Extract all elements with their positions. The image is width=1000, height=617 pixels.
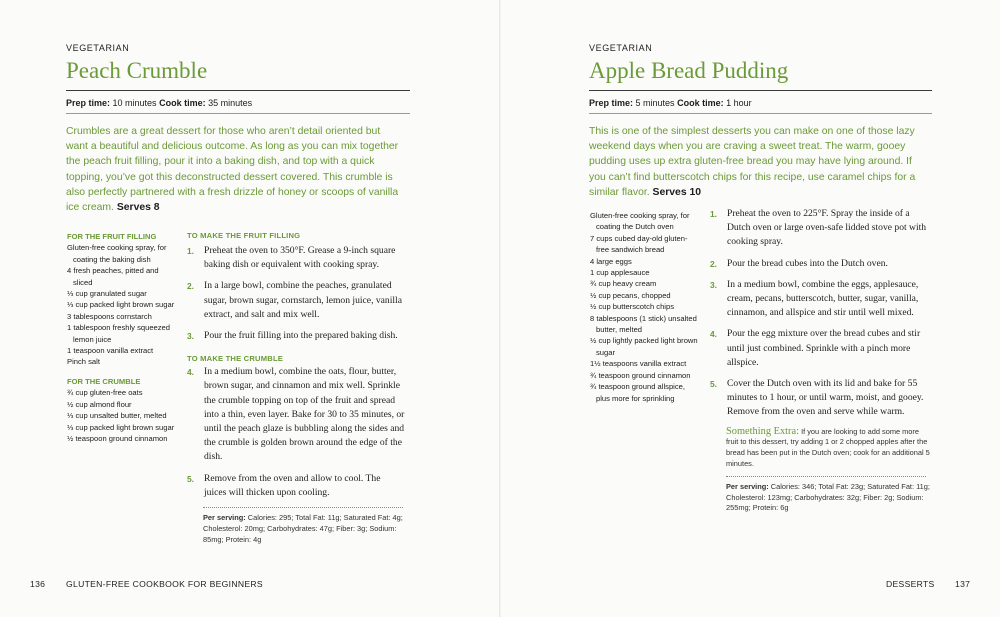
instruction-step (187, 279, 405, 322)
cook-label: Cook time: (159, 98, 206, 108)
ingredient-item: 1 tablespoon freshly squeezed lemon juice (67, 323, 171, 344)
right-page (589, 0, 1000, 617)
prep-value: 5 minutes (635, 98, 675, 108)
step-text: Remove from the oven and allow to cool. The juices will thicken upon cooling. (204, 472, 381, 498)
ingredient-item: ½ cup almond flour (67, 399, 132, 409)
ingredient-item: ¾ cup heavy cream (590, 279, 657, 289)
instruction-step (187, 365, 405, 464)
nutrition-values: Calories: 295; Total Fat: 11g; Saturated Fat: 4g; Cholesterol: 20mg; Carbohydrates: 47g; Fiber: 3g; Sodium: 85mg; Protein: 4g (203, 513, 403, 544)
step-text: Pour the fruit filling into the prepared baking dish. (204, 330, 398, 342)
category-label: VEGETARIAN (589, 43, 653, 53)
nutrition-divider (203, 507, 403, 508)
ingredient-item: ⅓ cup granulated sugar (67, 289, 147, 299)
ingredient-item: ½ cup pecans, chopped (590, 290, 671, 300)
recipe-times (66, 98, 252, 108)
step-number: 4. (187, 367, 194, 378)
step-number: 4. (710, 329, 717, 340)
prep-label: Prep time: (589, 98, 634, 108)
step-text: In a medium bowl, combine the eggs, applesauce, cream, pecans, butterscotch, butter, sugar, vanilla, cinnamon, and allspice and stir until well mixed. (727, 278, 919, 319)
ingredient-item: Gluten-free cooking spray, for coating the baking dish (67, 243, 167, 264)
ingredient-item: ½ teaspoon ground cinnamon (67, 433, 168, 443)
step-text: Preheat the oven to 350°F. Grease a 9-inch square baking dish or equivalent with cooking spray. (204, 245, 396, 271)
ingredient-item: 4 large eggs (590, 256, 632, 266)
nutrition-divider (726, 476, 926, 477)
ingredient-item: 8 tablespoons (1 stick) unsalted butter, melted (590, 313, 697, 335)
step-number: 2. (187, 281, 194, 292)
prep-value: 10 minutes (112, 98, 157, 108)
instruction-step (710, 278, 932, 321)
times-rule (66, 113, 410, 114)
ingredient-item: ⅓ cup packed light brown sugar (67, 300, 175, 310)
intro-text: Crumbles are a great dessert for those who aren’t detail oriented but want a beautiful and delicious outcome. As long as you can mix together the peach fruit filling, pour it into a baking dish, and top with a quick topping, you’ve got this deconstructed dessert covered. This crumble is also perfectly partnered with a fresh drizzle of honey or scoops of vanilla ice cream. (66, 126, 399, 214)
nutrition-info (203, 513, 409, 545)
step-text: Preheat the oven to 225°F. Spray the inside of a Dutch oven or large oven-safe lidded stove pot with cooking spray. (727, 208, 927, 248)
prep-label: Prep time: (66, 98, 111, 108)
instruction-step (187, 244, 405, 272)
cook-value: 35 minutes (208, 98, 253, 108)
step-number: 1. (187, 246, 194, 256)
ingredient-item: ¾ teaspoon ground allspice, plus more for sprinkling (590, 382, 685, 403)
times-rule (589, 113, 932, 114)
step-number: 5. (187, 473, 194, 484)
instruction-step (187, 472, 405, 500)
instructions-subheading: TO MAKE THE FRUIT FILLING (187, 231, 301, 240)
nutrition-values: Calories: 346; Total Fat: 23g; Saturated Fat: 11g; Cholesterol: 123mg; Carbohydrates: 32g; Fiber: 2g; Sodium: 255mg; Protein: 6g (726, 481, 930, 513)
step-text: Pour the egg mixture over the bread cubes and stir until just combined. Sprinkle with a pinch more allspice. (727, 328, 921, 368)
ingredient-item: Pinch salt (67, 357, 100, 367)
ingredient-item: ½ cup butterscotch chips (590, 302, 674, 312)
ingredient-item: ¾ teaspoon ground cinnamon (590, 370, 691, 380)
recipe-title: Peach Crumble (66, 58, 208, 83)
ingredient-item: 1½ teaspoons vanilla extract (590, 359, 687, 369)
book-gutter (499, 0, 501, 617)
ingredient-item: ½ cup lightly packed light brown sugar (590, 336, 698, 357)
step-number: 3. (710, 279, 717, 290)
nutrition-label: Per serving: (726, 481, 769, 491)
ingredient-item: ⅓ cup unsalted butter, melted (67, 411, 167, 421)
cook-value: 1 hour (726, 98, 752, 108)
page-number-left: 136 (30, 579, 46, 589)
recipe-title: Apple Bread Pudding (589, 58, 789, 83)
instruction-step (187, 329, 405, 343)
instruction-step (710, 257, 932, 271)
step-number: 1. (710, 209, 717, 219)
step-text: Pour the bread cubes into the Dutch oven. (727, 257, 888, 269)
serves: Serves 8 (116, 202, 160, 214)
serves: Serves 10 (652, 186, 702, 198)
ingredients-list (590, 210, 700, 404)
ingredient-heading: FOR THE CRUMBLE (67, 376, 141, 386)
instructions (187, 231, 405, 545)
intro-text: This is one of the simplest desserts you can make on one of those lazy weekend days when you are craving a sweet treat. The warm, gooey pudding uses up extra gluten-free bread you may have lying around. If you can’t find butterscotch chips for this recipe, use caramel chips for a similar flavor. (589, 126, 916, 198)
something-extra (726, 427, 932, 470)
recipe-times (589, 98, 752, 108)
instruction-step (710, 327, 932, 370)
ingredients-list (67, 231, 175, 444)
recipe-intro (66, 124, 402, 215)
left-page (66, 0, 496, 617)
ingredient-item: ⅓ cup packed light brown sugar (67, 422, 175, 432)
ingredient-item: 4 fresh peaches, pitted and sliced (67, 266, 159, 287)
instruction-step (710, 377, 932, 420)
something-extra-text: If you are looking to add some more fruit to this dessert, try adding 1 or 2 chopped apples after the bread has been put in the Dutch oven; cook for an additional 5 minutes. (726, 426, 930, 469)
nutrition-info (726, 482, 932, 514)
ingredient-item: 7 cups cubed day-old gluten-free sandwich bread (590, 233, 688, 255)
running-head-right: DESSERTS (886, 579, 935, 589)
ingredient-item: 1 cup applesauce (590, 268, 650, 278)
page-number-right: 137 (955, 579, 971, 589)
title-rule (66, 90, 410, 91)
something-extra-heading: Something Extra: (726, 425, 800, 437)
instructions (710, 207, 932, 514)
ingredient-item: Gluten-free cooking spray, for coating the Dutch oven (590, 211, 690, 232)
step-text: Cover the Dutch oven with its lid and bake for 55 minutes to 1 hour, or until warm, moist, and gooey. Remove from the oven and serve while warm. (727, 378, 924, 418)
recipe-intro (589, 124, 925, 200)
category-label: VEGETARIAN (66, 43, 130, 53)
ingredient-item: ¾ cup gluten-free oats (67, 388, 143, 398)
ingredient-item: 1 teaspoon vanilla extract (67, 346, 154, 356)
ingredient-item: 3 tablespoons cornstarch (67, 311, 152, 321)
running-head-left: GLUTEN-FREE COOKBOOK FOR BEGINNERS (66, 579, 263, 589)
title-rule (589, 90, 932, 91)
step-number: 5. (710, 379, 717, 390)
instruction-step (710, 207, 932, 250)
step-text: In a large bowl, combine the peaches, granulated sugar, brown sugar, cornstarch, lemon juice, vanilla extract, and salt and mix well. (204, 280, 402, 320)
nutrition-label: Per serving: (203, 513, 246, 523)
instructions-subheading: TO MAKE THE CRUMBLE (187, 354, 284, 364)
step-text: In a medium bowl, combine the oats, flour, butter, brown sugar, and cinnamon and mix well. Sprinkle the crumble topping on top of the fruit and spread into a thin, even layer. Bake for 30 to 35 minutes, or until the peach glaze is bubbling along the sides and the crumble is golden brown around the edge of the dish. (204, 366, 405, 463)
ingredient-heading: FOR THE FRUIT FILLING (67, 232, 157, 241)
step-number: 3. (187, 331, 194, 342)
step-number: 2. (710, 258, 717, 269)
cook-label: Cook time: (677, 98, 724, 108)
